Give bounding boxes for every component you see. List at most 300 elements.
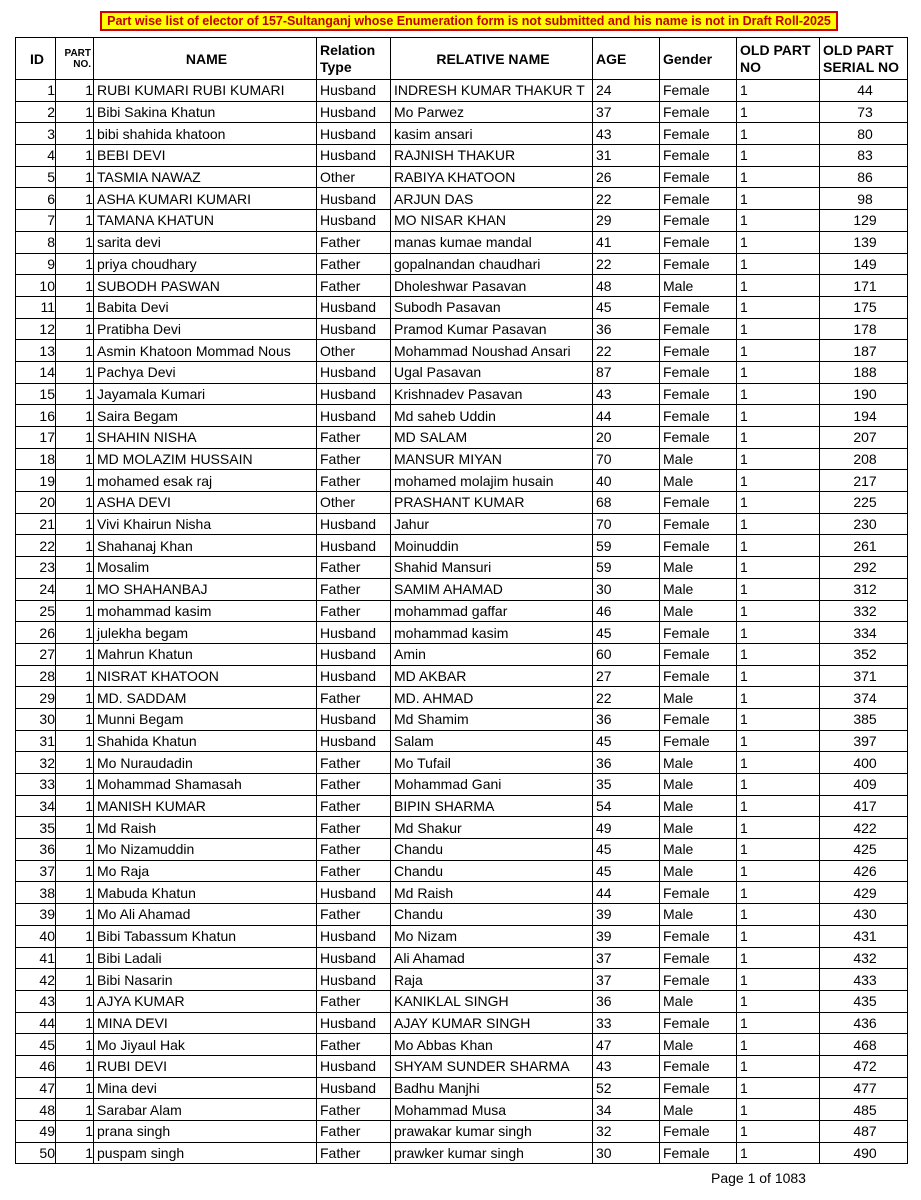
cell-relation-type: Husband xyxy=(317,708,391,730)
cell-gender: Male xyxy=(660,275,737,297)
cell-old-part-no: 1 xyxy=(737,361,820,383)
cell-old-serial-no: 73 xyxy=(820,101,908,123)
cell-gender: Female xyxy=(660,665,737,687)
cell-relation-type: Father xyxy=(317,1121,391,1143)
cell-old-part-no: 1 xyxy=(737,513,820,535)
cell-name: priya choudhary xyxy=(94,253,317,275)
cell-id: 41 xyxy=(16,947,56,969)
table-row xyxy=(16,860,908,882)
cell-relation-type: Other xyxy=(317,492,391,514)
cell-old-part-no: 1 xyxy=(737,296,820,318)
table-row xyxy=(16,166,908,188)
cell-gender: Male xyxy=(660,557,737,579)
cell-age: 22 xyxy=(593,687,660,709)
cell-relative-name: MD SALAM xyxy=(391,427,593,449)
cell-relative-name: Ali Ahamad xyxy=(391,947,593,969)
cell-name: Mo Raja xyxy=(94,860,317,882)
cell-old-part-no: 1 xyxy=(737,188,820,210)
table-row xyxy=(16,904,908,926)
cell-name: puspam singh xyxy=(94,1142,317,1164)
cell-age: 44 xyxy=(593,405,660,427)
cell-old-serial-no: 194 xyxy=(820,405,908,427)
cell-old-part-no: 1 xyxy=(737,1077,820,1099)
table-row xyxy=(16,405,908,427)
cell-name: Bibi Sakina Khatun xyxy=(94,101,317,123)
cell-id: 11 xyxy=(16,296,56,318)
cell-old-serial-no: 312 xyxy=(820,578,908,600)
cell-age: 43 xyxy=(593,1055,660,1077)
table-row xyxy=(16,1142,908,1164)
cell-old-part-no: 1 xyxy=(737,1055,820,1077)
cell-relative-name: Amin xyxy=(391,643,593,665)
document-title: Part wise list of elector of 157-Sultanganj whose Enumeration form is not submitted and his name is not in Draft Roll-2025 xyxy=(100,11,838,31)
cell-relation-type: Father xyxy=(317,1142,391,1164)
cell-old-part-no: 1 xyxy=(737,123,820,145)
cell-id: 37 xyxy=(16,860,56,882)
cell-gender: Female xyxy=(660,427,737,449)
cell-gender: Male xyxy=(660,990,737,1012)
table-row xyxy=(16,774,908,796)
cell-part-no: 1 xyxy=(56,1034,94,1056)
cell-gender: Male xyxy=(660,817,737,839)
cell-old-part-no: 1 xyxy=(737,253,820,275)
cell-old-serial-no: 98 xyxy=(820,188,908,210)
cell-age: 59 xyxy=(593,535,660,557)
cell-relative-name: KANIKLAL SINGH xyxy=(391,990,593,1012)
table-row xyxy=(16,1055,908,1077)
table-row xyxy=(16,535,908,557)
cell-name: Mo Nuraudadin xyxy=(94,752,317,774)
cell-old-part-no: 1 xyxy=(737,904,820,926)
cell-gender: Female xyxy=(660,210,737,232)
cell-relative-name: SHYAM SUNDER SHARMA xyxy=(391,1055,593,1077)
cell-relation-type: Father xyxy=(317,600,391,622)
cell-id: 46 xyxy=(16,1055,56,1077)
cell-part-no: 1 xyxy=(56,535,94,557)
cell-name: Munni Begam xyxy=(94,708,317,730)
cell-old-serial-no: 187 xyxy=(820,340,908,362)
cell-age: 46 xyxy=(593,600,660,622)
cell-old-part-no: 1 xyxy=(737,535,820,557)
cell-name: mohammad kasim xyxy=(94,600,317,622)
cell-gender: Female xyxy=(660,123,737,145)
table-row xyxy=(16,361,908,383)
cell-name: SHAHIN NISHA xyxy=(94,427,317,449)
cell-relation-type: Other xyxy=(317,166,391,188)
cell-old-part-no: 1 xyxy=(737,1142,820,1164)
cell-gender: Male xyxy=(660,448,737,470)
cell-part-no: 1 xyxy=(56,969,94,991)
cell-id: 2 xyxy=(16,101,56,123)
table-row xyxy=(16,101,908,123)
cell-part-no: 1 xyxy=(56,947,94,969)
cell-relation-type: Husband xyxy=(317,101,391,123)
cell-part-no: 1 xyxy=(56,318,94,340)
cell-age: 36 xyxy=(593,708,660,730)
cell-id: 18 xyxy=(16,448,56,470)
cell-relation-type: Father xyxy=(317,557,391,579)
cell-age: 37 xyxy=(593,101,660,123)
cell-relation-type: Father xyxy=(317,427,391,449)
cell-gender: Female xyxy=(660,253,737,275)
cell-id: 14 xyxy=(16,361,56,383)
cell-age: 35 xyxy=(593,774,660,796)
cell-name: Asmin Khatoon Mommad Nous xyxy=(94,340,317,362)
cell-age: 27 xyxy=(593,665,660,687)
table-row xyxy=(16,80,908,102)
cell-part-no: 1 xyxy=(56,643,94,665)
cell-part-no: 1 xyxy=(56,882,94,904)
cell-age: 31 xyxy=(593,145,660,167)
col-header-old-serial-no: OLD PART SERIAL NO xyxy=(820,38,908,80)
cell-part-no: 1 xyxy=(56,687,94,709)
cell-old-serial-no: 80 xyxy=(820,123,908,145)
cell-age: 20 xyxy=(593,427,660,449)
cell-gender: Female xyxy=(660,80,737,102)
cell-gender: Female xyxy=(660,925,737,947)
cell-old-serial-no: 425 xyxy=(820,839,908,861)
cell-id: 35 xyxy=(16,817,56,839)
cell-name: Sarabar Alam xyxy=(94,1099,317,1121)
cell-old-part-no: 1 xyxy=(737,795,820,817)
cell-relation-type: Father xyxy=(317,578,391,600)
cell-name: mohamed esak raj xyxy=(94,470,317,492)
cell-old-serial-no: 430 xyxy=(820,904,908,926)
cell-age: 30 xyxy=(593,1142,660,1164)
cell-relation-type: Husband xyxy=(317,947,391,969)
cell-id: 24 xyxy=(16,578,56,600)
cell-old-part-no: 1 xyxy=(737,231,820,253)
cell-age: 40 xyxy=(593,470,660,492)
cell-name: TAMANA KHATUN xyxy=(94,210,317,232)
cell-old-serial-no: 332 xyxy=(820,600,908,622)
cell-age: 34 xyxy=(593,1099,660,1121)
cell-old-serial-no: 352 xyxy=(820,643,908,665)
table-row xyxy=(16,1099,908,1121)
cell-old-serial-no: 432 xyxy=(820,947,908,969)
cell-relative-name: MO NISAR KHAN xyxy=(391,210,593,232)
table-row xyxy=(16,947,908,969)
cell-id: 44 xyxy=(16,1012,56,1034)
cell-relative-name: Md Raish xyxy=(391,882,593,904)
cell-age: 36 xyxy=(593,990,660,1012)
cell-old-part-no: 1 xyxy=(737,665,820,687)
cell-part-no: 1 xyxy=(56,665,94,687)
cell-age: 43 xyxy=(593,383,660,405)
cell-old-part-no: 1 xyxy=(737,752,820,774)
cell-old-part-no: 1 xyxy=(737,600,820,622)
cell-part-no: 1 xyxy=(56,1121,94,1143)
cell-id: 7 xyxy=(16,210,56,232)
cell-old-part-no: 1 xyxy=(737,275,820,297)
cell-relative-name: MD AKBAR xyxy=(391,665,593,687)
cell-name: MO SHAHANBAJ xyxy=(94,578,317,600)
cell-part-no: 1 xyxy=(56,1099,94,1121)
cell-old-serial-no: 436 xyxy=(820,1012,908,1034)
cell-gender: Male xyxy=(660,774,737,796)
cell-part-no: 1 xyxy=(56,600,94,622)
cell-relation-type: Husband xyxy=(317,969,391,991)
cell-age: 37 xyxy=(593,947,660,969)
cell-old-serial-no: 188 xyxy=(820,361,908,383)
cell-part-no: 1 xyxy=(56,296,94,318)
cell-name: ASHA KUMARI KUMARI xyxy=(94,188,317,210)
cell-name: Shahida Khatun xyxy=(94,730,317,752)
cell-age: 70 xyxy=(593,513,660,535)
cell-id: 6 xyxy=(16,188,56,210)
cell-id: 1 xyxy=(16,80,56,102)
cell-gender: Female xyxy=(660,947,737,969)
cell-relative-name: Moinuddin xyxy=(391,535,593,557)
cell-name: Mo Ali Ahamad xyxy=(94,904,317,926)
cell-part-no: 1 xyxy=(56,427,94,449)
cell-old-serial-no: 433 xyxy=(820,969,908,991)
cell-part-no: 1 xyxy=(56,123,94,145)
cell-gender: Female xyxy=(660,969,737,991)
cell-relation-type: Husband xyxy=(317,882,391,904)
cell-name: Vivi Khairun Nisha xyxy=(94,513,317,535)
cell-relative-name: Mohammad Noushad Ansari xyxy=(391,340,593,362)
cell-part-no: 1 xyxy=(56,730,94,752)
cell-part-no: 1 xyxy=(56,752,94,774)
table-row xyxy=(16,1034,908,1056)
table-row xyxy=(16,578,908,600)
cell-name: Mo Nizamuddin xyxy=(94,839,317,861)
cell-gender: Female xyxy=(660,1121,737,1143)
cell-part-no: 1 xyxy=(56,904,94,926)
cell-relation-type: Father xyxy=(317,774,391,796)
cell-part-no: 1 xyxy=(56,210,94,232)
table-row xyxy=(16,210,908,232)
cell-name: BEBI DEVI xyxy=(94,145,317,167)
cell-old-part-no: 1 xyxy=(737,318,820,340)
cell-gender: Male xyxy=(660,687,737,709)
cell-id: 36 xyxy=(16,839,56,861)
cell-id: 31 xyxy=(16,730,56,752)
header-row xyxy=(16,38,908,80)
cell-old-serial-no: 230 xyxy=(820,513,908,535)
cell-part-no: 1 xyxy=(56,448,94,470)
table-row xyxy=(16,231,908,253)
cell-old-part-no: 1 xyxy=(737,774,820,796)
cell-name: Pachya Devi xyxy=(94,361,317,383)
cell-gender: Male xyxy=(660,752,737,774)
cell-relation-type: Husband xyxy=(317,188,391,210)
cell-part-no: 1 xyxy=(56,513,94,535)
cell-old-part-no: 1 xyxy=(737,210,820,232)
cell-age: 32 xyxy=(593,1121,660,1143)
cell-age: 22 xyxy=(593,253,660,275)
cell-relation-type: Father xyxy=(317,904,391,926)
cell-relative-name: mohamed molajim husain xyxy=(391,470,593,492)
cell-old-serial-no: 175 xyxy=(820,296,908,318)
cell-gender: Female xyxy=(660,318,737,340)
cell-part-no: 1 xyxy=(56,361,94,383)
cell-gender: Female xyxy=(660,1077,737,1099)
table-row xyxy=(16,275,908,297)
col-header-name: NAME xyxy=(94,38,317,80)
cell-name: Mina devi xyxy=(94,1077,317,1099)
cell-age: 37 xyxy=(593,969,660,991)
table-row xyxy=(16,752,908,774)
cell-id: 3 xyxy=(16,123,56,145)
cell-part-no: 1 xyxy=(56,1077,94,1099)
cell-old-part-no: 1 xyxy=(737,730,820,752)
cell-relative-name: Chandu xyxy=(391,860,593,882)
cell-id: 42 xyxy=(16,969,56,991)
cell-id: 38 xyxy=(16,882,56,904)
cell-name: Bibi Ladali xyxy=(94,947,317,969)
table-row xyxy=(16,470,908,492)
cell-old-serial-no: 417 xyxy=(820,795,908,817)
cell-gender: Male xyxy=(660,578,737,600)
cell-old-serial-no: 409 xyxy=(820,774,908,796)
cell-age: 24 xyxy=(593,80,660,102)
cell-age: 68 xyxy=(593,492,660,514)
cell-name: Mabuda Khatun xyxy=(94,882,317,904)
cell-relative-name: Md Shakur xyxy=(391,817,593,839)
cell-old-serial-no: 431 xyxy=(820,925,908,947)
cell-old-part-no: 1 xyxy=(737,969,820,991)
cell-relative-name: RABIYA KHATOON xyxy=(391,166,593,188)
cell-relative-name: Mo Nizam xyxy=(391,925,593,947)
table-row xyxy=(16,600,908,622)
cell-name: prana singh xyxy=(94,1121,317,1143)
cell-part-no: 1 xyxy=(56,145,94,167)
col-header-age: AGE xyxy=(593,38,660,80)
cell-gender: Female xyxy=(660,101,737,123)
cell-old-part-no: 1 xyxy=(737,340,820,362)
cell-relative-name: Md saheb Uddin xyxy=(391,405,593,427)
cell-gender: Female xyxy=(660,622,737,644)
cell-part-no: 1 xyxy=(56,860,94,882)
cell-old-part-no: 1 xyxy=(737,708,820,730)
cell-age: 39 xyxy=(593,925,660,947)
cell-relation-type: Father xyxy=(317,687,391,709)
page-indicator: Page 1 of 1083 xyxy=(711,1170,806,1186)
cell-id: 27 xyxy=(16,643,56,665)
cell-old-part-no: 1 xyxy=(737,947,820,969)
cell-part-no: 1 xyxy=(56,578,94,600)
cell-relative-name: gopalnandan chaudhari xyxy=(391,253,593,275)
cell-relation-type: Father xyxy=(317,1099,391,1121)
cell-name: TASMIA NAWAZ xyxy=(94,166,317,188)
cell-id: 12 xyxy=(16,318,56,340)
cell-relative-name: kasim ansari xyxy=(391,123,593,145)
table-row xyxy=(16,340,908,362)
table-row xyxy=(16,253,908,275)
cell-age: 43 xyxy=(593,123,660,145)
cell-old-part-no: 1 xyxy=(737,383,820,405)
table-row xyxy=(16,318,908,340)
table-row xyxy=(16,925,908,947)
cell-id: 20 xyxy=(16,492,56,514)
cell-gender: Female xyxy=(660,513,737,535)
cell-name: Babita Devi xyxy=(94,296,317,318)
cell-part-no: 1 xyxy=(56,383,94,405)
cell-name: SUBODH PASWAN xyxy=(94,275,317,297)
cell-id: 4 xyxy=(16,145,56,167)
cell-id: 19 xyxy=(16,470,56,492)
cell-name: Shahanaj Khan xyxy=(94,535,317,557)
cell-name: Pratibha Devi xyxy=(94,318,317,340)
cell-id: 48 xyxy=(16,1099,56,1121)
cell-old-serial-no: 178 xyxy=(820,318,908,340)
cell-part-no: 1 xyxy=(56,774,94,796)
cell-part-no: 1 xyxy=(56,795,94,817)
cell-part-no: 1 xyxy=(56,1012,94,1034)
cell-gender: Female xyxy=(660,188,737,210)
cell-age: 45 xyxy=(593,860,660,882)
cell-relation-type: Husband xyxy=(317,730,391,752)
cell-relative-name: prawakar kumar singh xyxy=(391,1121,593,1143)
cell-name: MD. SADDAM xyxy=(94,687,317,709)
cell-age: 36 xyxy=(593,318,660,340)
cell-gender: Female xyxy=(660,296,737,318)
cell-old-part-no: 1 xyxy=(737,839,820,861)
col-header-gender: Gender xyxy=(660,38,737,80)
cell-relation-type: Father xyxy=(317,795,391,817)
col-header-old-part-no: OLD PART NO xyxy=(737,38,820,80)
cell-gender: Female xyxy=(660,730,737,752)
cell-old-serial-no: 371 xyxy=(820,665,908,687)
cell-part-no: 1 xyxy=(56,839,94,861)
cell-age: 47 xyxy=(593,1034,660,1056)
cell-name: NISRAT KHATOON xyxy=(94,665,317,687)
cell-gender: Male xyxy=(660,839,737,861)
cell-gender: Female xyxy=(660,882,737,904)
cell-old-part-no: 1 xyxy=(737,448,820,470)
table-row xyxy=(16,123,908,145)
table-row xyxy=(16,145,908,167)
cell-age: 59 xyxy=(593,557,660,579)
cell-old-part-no: 1 xyxy=(737,622,820,644)
cell-old-serial-no: 429 xyxy=(820,882,908,904)
cell-id: 30 xyxy=(16,708,56,730)
cell-relative-name: PRASHANT KUMAR xyxy=(391,492,593,514)
cell-old-part-no: 1 xyxy=(737,492,820,514)
cell-gender: Female xyxy=(660,340,737,362)
cell-relation-type: Father xyxy=(317,448,391,470)
cell-name: Saira Begam xyxy=(94,405,317,427)
cell-old-serial-no: 171 xyxy=(820,275,908,297)
cell-relation-type: Husband xyxy=(317,622,391,644)
cell-id: 9 xyxy=(16,253,56,275)
table-row xyxy=(16,448,908,470)
cell-part-no: 1 xyxy=(56,253,94,275)
cell-old-part-no: 1 xyxy=(737,1034,820,1056)
cell-relative-name: BIPIN SHARMA xyxy=(391,795,593,817)
cell-id: 21 xyxy=(16,513,56,535)
cell-relation-type: Husband xyxy=(317,80,391,102)
cell-old-serial-no: 490 xyxy=(820,1142,908,1164)
cell-age: 39 xyxy=(593,904,660,926)
cell-gender: Male xyxy=(660,1099,737,1121)
cell-old-part-no: 1 xyxy=(737,817,820,839)
cell-relative-name: mohammad kasim xyxy=(391,622,593,644)
cell-id: 28 xyxy=(16,665,56,687)
cell-gender: Female xyxy=(660,383,737,405)
cell-relation-type: Husband xyxy=(317,1077,391,1099)
cell-old-serial-no: 86 xyxy=(820,166,908,188)
cell-old-part-no: 1 xyxy=(737,687,820,709)
table-row xyxy=(16,795,908,817)
cell-old-part-no: 1 xyxy=(737,80,820,102)
table-row xyxy=(16,687,908,709)
col-header-relation-type: Relation Type xyxy=(317,38,391,80)
cell-old-serial-no: 208 xyxy=(820,448,908,470)
cell-old-part-no: 1 xyxy=(737,557,820,579)
